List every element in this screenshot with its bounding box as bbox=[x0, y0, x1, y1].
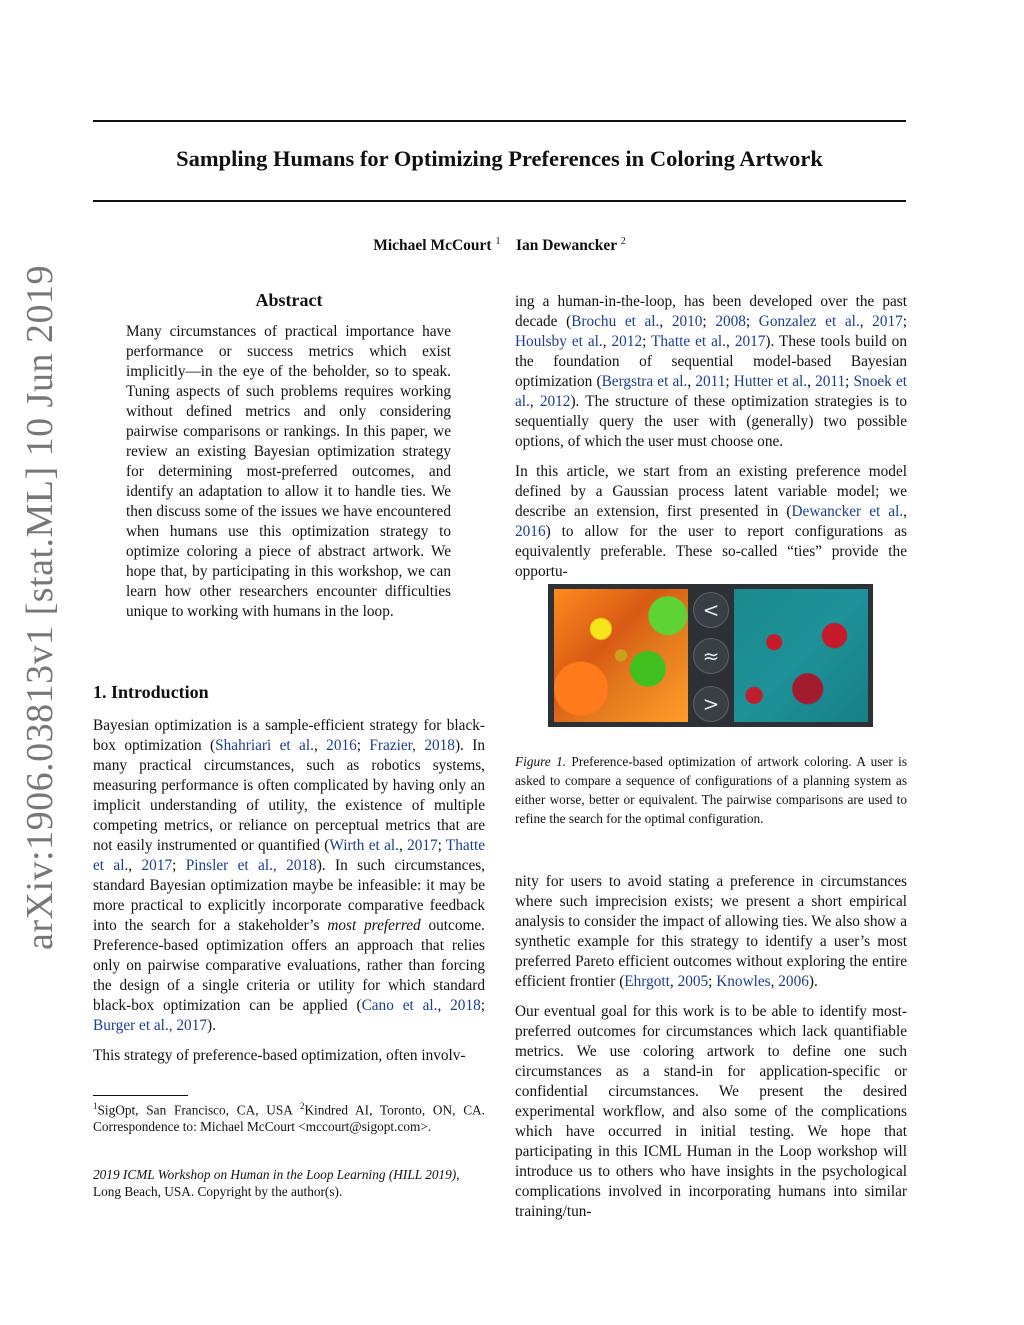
right-paragraph-1: ing a human-in-the-loop, has been developed over the past decade (Brochu et al., 2010; 2008; Gonzalez et al., 2017; Houlsby et al., 2012; Thatte et al., 2017). These tools build on the foundation of sequential model-based Bayesian optimization (Bergstra et al., 2011; Hutter et al., 2011; Snoek et al., 2012). The structure of these optimization strategies is to sequentially query the user with (generally) two possible options, of which the user must choose one. bbox=[515, 293, 908, 450]
figure-1-artwork-comparison bbox=[548, 584, 873, 727]
footnote-rule bbox=[93, 1095, 188, 1096]
citation-link[interactable]: 2016 bbox=[326, 737, 357, 754]
citation-link[interactable]: 2017 bbox=[141, 857, 173, 874]
equivalent-button[interactable]: ≈ bbox=[693, 638, 729, 674]
citation-link[interactable]: Gonzalez et al. bbox=[758, 313, 860, 330]
artwork-option-b-image[interactable] bbox=[734, 589, 868, 722]
citation-link[interactable]: 2008 bbox=[715, 313, 746, 330]
venue-note: 2019 ICML Workshop on Human in the Loop Learning (HILL 2019), Long Beach, USA. Copyright by the author(s). bbox=[93, 1167, 460, 1199]
citation-link[interactable]: Cano et al. bbox=[361, 997, 438, 1014]
right-paragraph-3: nity for users to avoid stating a preference in circumstances where such imprecision exists; we present a short empirical analysis to consider the impact of allowing ties. We also show a synthetic example for this strategy to identify a user’s most preferred Pareto efficient outcomes without exploring the entire efficient frontier (Ehrgott, 2005; Knowles, 2006). bbox=[515, 873, 907, 990]
citation-link[interactable]: 2017 bbox=[407, 837, 438, 854]
caption-label: Figure 1. bbox=[515, 754, 567, 769]
caption-text: Preference-based optimization of artwork coloring. A user is asked to compare a sequence of configurations of a planning system as either worse, better or equivalent. The pairwise comparisons are used to refine the search for the optimal configuration. bbox=[515, 754, 907, 826]
abstract-heading: Abstract bbox=[255, 290, 323, 310]
citation-link[interactable]: Thatte et al. bbox=[651, 333, 726, 350]
right-column-top bbox=[515, 292, 907, 592]
citation-link[interactable]: 2006 bbox=[778, 973, 809, 990]
citation-link[interactable]: 2010 bbox=[671, 313, 703, 330]
right-column-bottom bbox=[515, 872, 907, 1232]
left-column-body bbox=[93, 716, 485, 1076]
paper-title: Sampling Humans for Optimizing Preferences in Coloring Artwork bbox=[176, 146, 823, 171]
arxiv-stamp: arXiv:1906.03813v1 [stat.ML] 10 Jun 2019 bbox=[19, 265, 61, 950]
author-list bbox=[93, 236, 906, 255]
worse-button[interactable]: < bbox=[693, 592, 729, 628]
citation-link[interactable]: Hutter et al. bbox=[733, 373, 808, 390]
figure-1-caption bbox=[515, 752, 907, 828]
citation-link[interactable]: 2011 bbox=[815, 373, 846, 390]
footnote-affiliations: $^1$SigOpt, San Francisco, CA, USA $^2$Kindred AI, Toronto, ON, CA. Correspondence to: Michael McCourt <mccourt@sigopt.com>. bbox=[93, 1101, 485, 1135]
citation-link[interactable]: Snoek et al. bbox=[515, 373, 907, 410]
citation-link[interactable]: Brochu et al. bbox=[571, 313, 660, 330]
citation-link[interactable]: 2017 bbox=[872, 313, 903, 330]
citation-link[interactable]: 2018 bbox=[450, 997, 481, 1014]
citation-link[interactable]: Burger et al., 2017 bbox=[93, 1017, 207, 1034]
citation-link[interactable]: Frazier, 2018 bbox=[369, 737, 455, 754]
citation-link[interactable]: 2012 bbox=[611, 333, 643, 350]
citation-link[interactable]: Thatte et al. bbox=[93, 837, 485, 874]
author-2-affil: 2 bbox=[620, 236, 626, 247]
citation-link[interactable]: Wirth et al. bbox=[329, 837, 399, 854]
author-1: Michael McCourt bbox=[373, 237, 492, 255]
section-heading-introduction: 1. Introduction bbox=[93, 682, 209, 702]
artwork-option-a-image[interactable] bbox=[554, 589, 688, 722]
author-2: Ian Dewancker bbox=[515, 237, 617, 255]
author-1-affil: 1 bbox=[495, 236, 501, 247]
citation-link[interactable]: 2005 bbox=[677, 973, 709, 990]
citation-link[interactable]: 2017 bbox=[734, 333, 766, 350]
citation-link[interactable]: Dewancker et al. bbox=[791, 503, 904, 520]
citation-link[interactable]: Ehrgott bbox=[624, 973, 670, 990]
intro-paragraph-2: This strategy of preference-based optimization, often involv- bbox=[93, 1047, 466, 1064]
right-paragraph-4: Our eventual goal for this work is to be able to identify most-preferred outcomes for circumstances which lack quantifiable metrics. We use coloring artwork to define one such circumstances as a stand-in for application-specific or confidential circumstances. We present the desired experimental workflow, and also some of the complications which have occurred in initial testing. We hope that participating in this ICML Human in the Loop workshop will introduce us to others who have insights in the psychological complications involved in incorporating humans into similar training/tun- bbox=[515, 1003, 907, 1220]
citation-link[interactable]: 2016 bbox=[515, 523, 546, 540]
abstract-text: Many circumstances of practical importance have performance or success metrics which exist implicitly—in the eye of the beholder, so to speak. Tuning aspects of such problems requires working without defined metrics and only considering pairwise comparisons or rankings. In this paper, we review an existing Bayesian optimization strategy for determining most-preferred outcomes, and identify an adaptation to allow it to handle ties. We then discuss some of the issues we have encountered when humans use this optimization strategy to optimize coloring a piece of abstract artwork. We hope that, by participating in this workshop, we can learn how other researchers encounter difficulties unique to working with humans in the loop. bbox=[126, 323, 451, 620]
citation-link[interactable]: Pinsler et al., 2018 bbox=[185, 857, 317, 874]
citation-link[interactable]: Shahriari et al. bbox=[215, 737, 314, 754]
citation-link[interactable]: 2012 bbox=[539, 393, 571, 410]
citation-link[interactable]: Knowles bbox=[716, 973, 771, 990]
better-button[interactable]: > bbox=[693, 686, 729, 722]
citation-link[interactable]: 2011 bbox=[695, 373, 726, 390]
citation-link[interactable]: Bergstra et al. bbox=[601, 373, 688, 390]
citation-link[interactable]: Houlsby et al. bbox=[515, 333, 603, 350]
title-bottom-rule bbox=[93, 200, 906, 202]
intro-paragraph-1: Bayesian optimization is a sample-efficient strategy for black-box optimization (Shahriari et al., 2016; Frazier, 2018). In many practical circumstances, such as robotics systems, measuring performance is often complicated by having only an implicit understanding of utility, the existence of multiple competing metrics, or reliance on perceptual metrics that are not easily instrumented or quantified (Wirth et al., 2017; Thatte et al., 2017; Pinsler et al., 2018). In such circumstances, standard Bayesian optimization maybe be infeasible: it may be more practical to explicitly incorporate comparative feedback into the search for a stakeholder’s most preferred outcome. Preference-based optimization offers an approach that relies only on pairwise comparative evaluations, rather than forcing the design of a single criteria or utility for which standard black-box optimization can be applied (Cano et al., 2018; Burger et al., 2017). bbox=[93, 717, 486, 1034]
top-rule bbox=[93, 120, 906, 122]
right-paragraph-2: In this article, we start from an existing preference model defined by a Gaussian process latent variable model; we describe an extension, first presented in (Dewancker et al., 2016) to allow for the user to report configurations as equivalently preferable. These so-called “ties” provide the opportu- bbox=[515, 463, 907, 580]
